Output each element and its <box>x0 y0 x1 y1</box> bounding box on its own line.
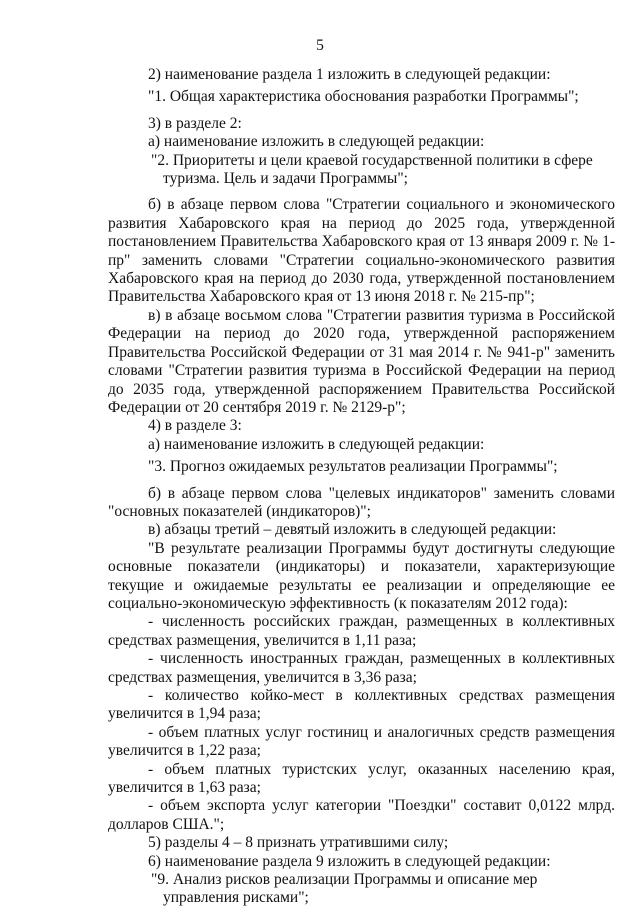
indicator-item-6: - объем экспорта услуг категории "Поездки" составит 0,0122 млрд. долларов США."; <box>108 797 615 833</box>
paragraph-item-5: 5) разделы 4 – 8 признать утратившими силу; <box>148 834 449 852</box>
paragraph-item-4c: в) абзацы третий – девятый изложить в следующей редакции: <box>148 521 557 539</box>
indicator-item-5: - объем платных туристских услуг, оказанных населению края, увеличится в 1,63 раза; <box>108 760 615 797</box>
paragraph-item-4a: а) наименование изложить в следующей редакции: <box>148 435 485 453</box>
indicator-item-3: - количество койко-мест в коллективных средствах размещения увеличится в 1,94 раза; <box>108 687 615 723</box>
indicator-item-4: - объем платных услуг гостиниц и аналогичных средств размещения увеличится в 1,22 раза; <box>108 723 615 760</box>
paragraph-item-4b: б) в абзаце первом слова "целевых индикаторов" заменить словами "основных показателей (индикаторов)"; <box>108 484 615 520</box>
section-1-title-quote: "1. Общая характеристика обоснования разработки Программы"; <box>148 88 579 106</box>
document-body <box>108 66 615 908</box>
paragraph-item-3b: б) в абзаце первом слова "Стратегии социального и экономического развития Хабаровского края на период до 2025 года, утвержденной постановлением Правительства Хабаровского края от 13 января 2009 г. № 1-пр" заменить словами "Стратегии социально-экономического развития Хабаровского края на период до 2030 года, утвержденной постановлением Правительства Хабаровского края от 13 июня 2018 г. № 215-пр"; <box>108 196 615 306</box>
section-3-title-quote: "3. Прогноз ожидаемых результатов реализации Программы"; <box>148 458 558 476</box>
paragraph-item-4: 4) в разделе 3: <box>148 417 242 435</box>
page-number: 5 <box>316 37 324 54</box>
paragraph-item-3a: а) наименование изложить в следующей редакции: <box>148 133 485 151</box>
quoted-results-intro: "В результате реализации Программы будут достигнуты следующие основные показатели (индикаторы) и показатели, характеризующие текущие и ожидаемые результаты ее реализации и определяющие ее социально-экономическую эффективность (к показателям 2012 года): <box>108 539 615 612</box>
section-2-title-quote: "2. Приоритеты и цели краевой государственной политики в сфере туризма. Цель и задачи Программы"; <box>151 151 593 188</box>
paragraph-item-2: 2) наименование раздела 1 изложить в следующей редакции: <box>148 66 551 83</box>
section-9-title-quote: "9. Анализ рисков реализации Программы и описание мер управления рисками"; <box>151 871 538 907</box>
indicator-item-1: - численность российских граждан, размещенных в коллективных средствах размещения, увеличится в 1,11 раза; <box>108 613 615 649</box>
indicator-item-2: - численность иностранных граждан, размещенных в коллективных средствах размещения, увеличится в 3,36 раза; <box>108 650 615 686</box>
paragraph-item-6: 6) наименование раздела 9 изложить в следующей редакции: <box>148 852 551 870</box>
paragraph-item-3: 3) в разделе 2: <box>148 114 242 132</box>
paragraph-item-3c: в) в абзаце восьмом слова "Стратегии развития туризма в Российской Федерации на период до 2020 года, утвержденной распоряжением Правительства Российской Федерации от 31 мая 2014 г. № 941-р" заменить словами "Стратегии развития туризма в Российской Федерации на период до 2035 года, утвержденной распоряжением Правительства Российской Федерации от 20 сентября 2019 г. № 2129-р"; <box>108 306 615 416</box>
